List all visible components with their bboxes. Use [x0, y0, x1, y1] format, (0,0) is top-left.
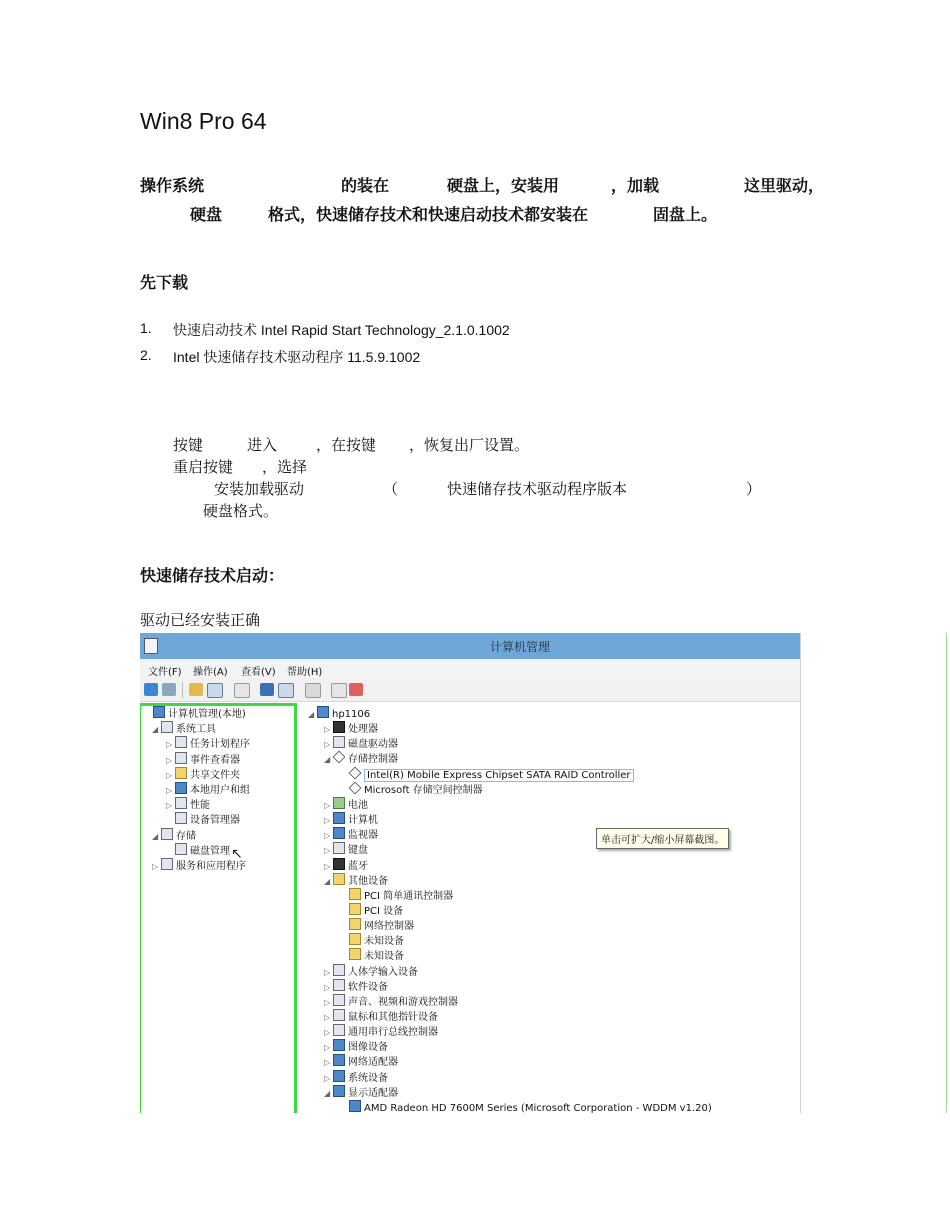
warning-device-icon	[175, 767, 187, 779]
device-icon	[317, 706, 329, 718]
step-3-seg-2: （	[383, 480, 399, 498]
left-tree-label: 计算机管理(本地)	[168, 709, 246, 720]
device-tree-label: 计算机	[348, 815, 378, 827]
device-tree-item[interactable]	[324, 736, 398, 751]
download-item-1-cn: 快速启动技术	[173, 323, 257, 339]
expand-arrow-icon[interactable]: ▷	[324, 800, 331, 810]
device-icon	[175, 812, 187, 824]
device-tree-item[interactable]	[324, 858, 368, 873]
step-2-seg-1: 重启按键	[173, 458, 234, 476]
device-icon	[349, 781, 362, 794]
device-icon	[333, 964, 345, 976]
device-tree-label: 键盘	[348, 845, 368, 857]
intro-seg-8: 固盘上。	[653, 205, 718, 224]
device-tree-item[interactable]	[324, 721, 378, 736]
left-tree-item[interactable]	[166, 797, 210, 812]
device-tree-label: 显示适配器	[348, 1087, 398, 1099]
uninstall-icon[interactable]	[349, 683, 363, 696]
device-tree-item[interactable]	[324, 1024, 438, 1039]
device-tree-label: 未知设备	[364, 951, 404, 963]
device-icon	[333, 1039, 345, 1051]
device-icon	[349, 1100, 361, 1112]
left-tree-item[interactable]	[166, 752, 240, 767]
expand-arrow-icon[interactable]: ▷	[324, 967, 331, 977]
device-tree-label: 鼠标和其他指针设备	[348, 1012, 438, 1023]
download-item-2-latin: Intel	[173, 349, 204, 365]
show-tree-icon[interactable]	[207, 683, 223, 698]
expand-arrow-icon[interactable]: ▷	[324, 997, 331, 1007]
tooltip: 单击可扩大/缩小屏幕截图。	[596, 828, 729, 849]
expand-arrow-icon[interactable]: ◢	[152, 725, 159, 735]
device-icon	[333, 827, 345, 839]
device-tree-label: 处理器	[348, 724, 378, 736]
device-icon	[349, 766, 362, 779]
warning-device-icon	[333, 873, 345, 885]
mouse-cursor-icon: ↖	[231, 846, 243, 862]
device-tree-item[interactable]	[308, 706, 370, 721]
warning-device-icon	[349, 888, 361, 900]
device-tree-label: 通用串行总线控制器	[348, 1027, 438, 1039]
device-icon	[175, 797, 187, 809]
left-tree-item[interactable]	[166, 767, 240, 782]
menu-bar	[140, 659, 800, 679]
expand-arrow-icon[interactable]: ▷	[324, 725, 331, 735]
expand-arrow-icon[interactable]: ▷	[166, 801, 173, 811]
left-tree-label: 共享文件夹	[190, 769, 240, 781]
expand-arrow-icon[interactable]: ▷	[324, 846, 331, 856]
expand-arrow-icon[interactable]: ◢	[324, 755, 331, 765]
expand-arrow-icon[interactable]: ▷	[324, 1043, 331, 1053]
download-item-1-number: 1.	[140, 320, 152, 336]
device-icon	[333, 1009, 345, 1021]
device-tree-item[interactable]	[324, 1085, 398, 1100]
expand-arrow-icon[interactable]: ▷	[166, 740, 173, 750]
expand-arrow-icon[interactable]: ◢	[308, 710, 315, 719]
device-tree	[308, 703, 800, 1113]
device-icon	[333, 797, 345, 809]
device-tree-label: 监视器	[348, 830, 378, 842]
device-tree-label: 系统设备	[348, 1072, 388, 1084]
device-tree-item[interactable]	[324, 964, 418, 979]
device-icon	[333, 1054, 345, 1066]
left-tree-item[interactable]	[152, 721, 216, 736]
device-tree-item[interactable]	[324, 812, 378, 827]
device-tree-label: 其他设备	[348, 875, 388, 887]
step-3-seg-3: 快速储存技术驱动程序版本	[447, 480, 628, 498]
device-icon	[333, 812, 345, 824]
device-icon	[333, 1024, 345, 1036]
warning-device-icon	[349, 933, 361, 945]
expand-arrow-icon[interactable]: ▷	[324, 1073, 331, 1083]
device-tree-label: hp1106	[332, 709, 371, 720]
download-heading: 先下载	[140, 273, 189, 292]
device-icon	[175, 752, 187, 764]
left-tree-label: 任务计划程序	[190, 739, 250, 751]
device-tree-item[interactable]	[324, 1070, 388, 1085]
warning-device-icon	[349, 903, 361, 915]
device-tree-item[interactable]	[324, 1039, 388, 1054]
properties-icon[interactable]	[234, 683, 250, 698]
step-3-seg-1: 安装加载驱动	[214, 480, 305, 498]
device-icon	[153, 706, 165, 718]
expand-arrow-icon[interactable]: ▷	[324, 1028, 331, 1038]
device-tree-item[interactable]	[340, 948, 404, 963]
device-tree-item[interactable]	[324, 979, 388, 994]
device-icon	[161, 721, 173, 733]
left-tree-item[interactable]	[144, 706, 246, 721]
expand-arrow-icon[interactable]: ▷	[166, 786, 173, 795]
left-tree-label: 服务和应用程序	[176, 861, 246, 872]
device-tree-item[interactable]	[324, 827, 378, 842]
device-tree-label: AMD Radeon HD 7600M Series (Microsoft Corporation - WDDM v1.20)	[364, 1102, 712, 1113]
device-tree-item[interactable]	[324, 797, 368, 812]
intro-seg-4: ，加载	[611, 176, 660, 195]
window-titlebar	[140, 633, 800, 659]
forward-arrow-icon[interactable]	[162, 683, 176, 696]
expand-arrow-icon[interactable]: ▷	[166, 770, 173, 780]
device-tree-item[interactable]	[324, 842, 368, 857]
device-tree-item[interactable]	[340, 888, 453, 903]
device-tree-item[interactable]	[324, 751, 398, 766]
device-icon	[333, 858, 345, 870]
device-icon	[161, 858, 173, 870]
device-icon	[333, 721, 345, 733]
left-tree-label: 事件查看器	[190, 754, 240, 766]
menu-file[interactable]: 文件(F)	[148, 667, 182, 678]
device-tree-label: PCI 简单通讯控制器	[364, 890, 454, 902]
step-1-seg-1: 按键	[173, 436, 204, 454]
left-tree-label: 磁盘管理	[190, 845, 230, 857]
device-icon	[333, 1070, 345, 1082]
menu-action[interactable]: 操作(A)	[193, 667, 228, 678]
device-tree-label: 存储控制器	[348, 754, 398, 766]
device-tree-label: 软件设备	[348, 981, 388, 993]
warning-device-icon	[349, 918, 361, 930]
toolbar	[140, 679, 800, 702]
back-arrow-icon[interactable]	[144, 683, 158, 696]
menu-view[interactable]: 查看(V)	[241, 667, 276, 678]
action-pane-icon[interactable]	[278, 683, 294, 698]
device-icon	[333, 1085, 345, 1097]
download-item-1[interactable]	[173, 320, 510, 340]
device-icon	[175, 843, 187, 855]
window-title: 计算机管理	[489, 640, 550, 654]
left-tree-label: 存储	[176, 830, 196, 842]
left-tree-item[interactable]	[152, 828, 196, 843]
device-tree-item[interactable]	[340, 782, 483, 797]
computer-management-screenshot[interactable]	[140, 633, 801, 1113]
step-3-seg-4: ）	[746, 480, 762, 498]
left-tree-label: 本地用户和组	[190, 785, 250, 796]
expand-arrow-icon[interactable]: ▷	[324, 740, 331, 750]
device-tree-item[interactable]	[340, 933, 404, 948]
intro-seg-2: 的装在	[341, 176, 390, 195]
left-tree-label: 系统工具	[176, 724, 216, 736]
left-tree-label: 性能	[190, 800, 210, 812]
left-tree-item[interactable]	[166, 782, 250, 797]
device-icon	[333, 751, 346, 764]
left-tree-item[interactable]	[166, 736, 250, 751]
menu-help[interactable]: 帮助(H)	[287, 667, 323, 678]
intro-seg-5: 这里驱动，	[744, 176, 825, 195]
expand-arrow-icon[interactable]: ◢	[152, 831, 159, 841]
warning-device-icon	[349, 948, 361, 960]
device-tree-label: 图像设备	[348, 1042, 388, 1054]
expand-arrow-icon[interactable]: ▷	[324, 816, 331, 826]
device-icon	[175, 782, 187, 794]
expand-arrow-icon[interactable]: ▷	[324, 861, 331, 871]
step-1-seg-3: ，在按键	[316, 436, 377, 454]
expand-arrow-icon[interactable]: ▷	[324, 982, 331, 992]
left-tree-item[interactable]	[166, 812, 240, 827]
device-tree-label: 网络适配器	[348, 1057, 398, 1069]
rst-heading: 快速储存技术启动：	[140, 566, 285, 585]
device-tree-label: 人体学输入设备	[348, 966, 418, 978]
device-icon	[333, 994, 345, 1006]
update-driver-icon[interactable]	[331, 683, 347, 698]
up-folder-icon[interactable]	[189, 683, 203, 696]
expand-arrow-icon[interactable]: ▷	[324, 1013, 331, 1022]
expand-arrow-icon[interactable]: ▷	[324, 831, 331, 841]
page-title: Win8 Pro 64	[140, 108, 267, 134]
download-item-2-cn: 快速储存技术驱动程序	[203, 350, 344, 366]
download-item-1-latin: Intel Rapid Start Technology_2.1.0.1002	[257, 322, 510, 338]
device-tree-item[interactable]	[324, 1054, 398, 1069]
download-item-2-version: 11.5.9.1002	[343, 349, 421, 365]
device-tree-label: PCI 设备	[364, 905, 404, 917]
step-4: 硬盘格式。	[203, 502, 279, 520]
device-tree-label: 声音、视频和游戏控制器	[348, 996, 458, 1008]
device-icon	[333, 842, 345, 854]
device-icon	[333, 979, 345, 991]
device-tree-label: 蓝牙	[348, 860, 368, 872]
step-1-seg-4: ，恢复出厂设置。	[409, 436, 530, 454]
device-tree-label: Intel(R) Mobile Express Chipset SATA RAID Controller	[364, 769, 634, 782]
download-item-2[interactable]	[173, 347, 420, 367]
device-tree-item[interactable]	[340, 918, 414, 933]
device-icon	[161, 828, 173, 840]
step-1-seg-2: 进入	[247, 436, 278, 454]
device-tree-label: 电池	[348, 799, 368, 811]
download-item-2-number: 2.	[140, 347, 152, 363]
step-2-seg-2: ，选择	[262, 458, 308, 476]
device-icon	[333, 736, 345, 748]
intro-seg-6: 硬盘	[190, 205, 223, 224]
page-edge-line	[946, 633, 947, 1113]
help-icon[interactable]	[260, 683, 274, 696]
expand-arrow-icon[interactable]: ◢	[324, 876, 331, 886]
device-icon	[175, 736, 187, 748]
intro-seg-1: 操作系统	[140, 176, 205, 195]
device-tree-item[interactable]	[340, 903, 403, 918]
device-tree-item[interactable]	[324, 873, 388, 888]
device-tree-label: 未知设备	[364, 936, 404, 948]
expand-arrow-icon[interactable]: ▷	[166, 755, 173, 765]
device-tree-label: Microsoft 存储空间控制器	[364, 784, 483, 796]
left-tree-label: 设备管理器	[190, 815, 240, 827]
left-tree-item[interactable]	[166, 843, 230, 858]
screenshot-caption: 驱动已经安装正确	[140, 611, 261, 629]
scan-hardware-icon[interactable]	[305, 683, 321, 698]
expand-arrow-icon[interactable]: ▷	[324, 1058, 331, 1068]
device-tree-label: 网络控制器	[364, 921, 414, 933]
expand-arrow-icon[interactable]: ▷	[152, 862, 159, 871]
intro-seg-7: 格式，快速储存技术和快速启动技术都安装在	[268, 205, 589, 224]
intro-seg-3: 硬盘上，安装用	[447, 176, 560, 195]
device-tree-label: 磁盘驱动器	[348, 739, 398, 751]
device-tree-item[interactable]	[324, 994, 458, 1009]
expand-arrow-icon[interactable]: ◢	[324, 1088, 331, 1098]
device-tree-item[interactable]	[340, 1100, 712, 1113]
device-tree-item[interactable]	[340, 767, 634, 782]
device-tree-item[interactable]	[324, 1009, 438, 1024]
